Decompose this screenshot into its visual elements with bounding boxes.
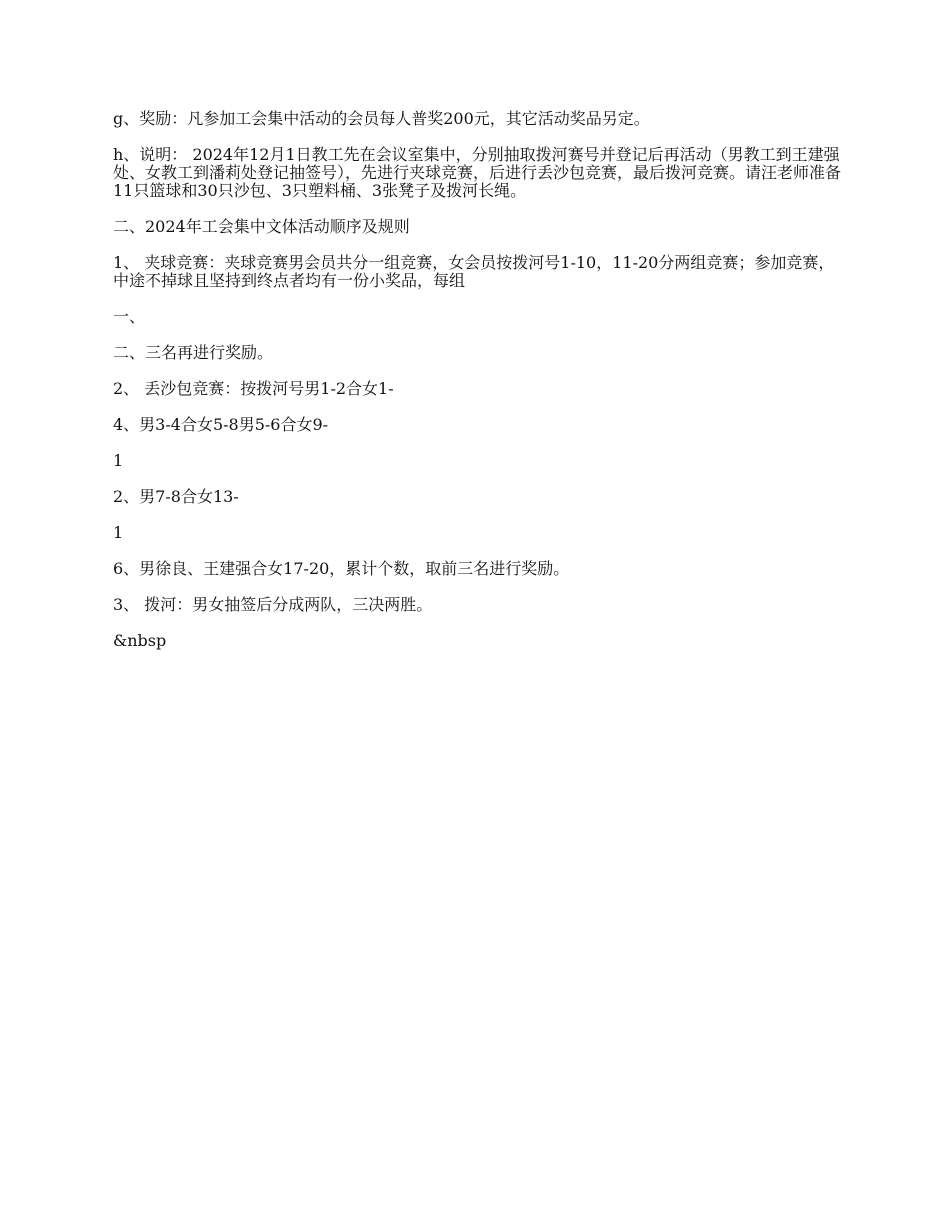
paragraph-group-4: 4、男3-4合女5-8男5-6合女9- [113,415,329,434]
paragraph-number-1b: 1 [113,523,124,542]
paragraph-group-2: 2、男7-8合女13- [113,487,239,506]
paragraph-ball-clamping: 1、 夹球竞赛：夹球竞赛男会员共分一组竞赛，女会员按拨河号1-10，11-20分两组竞赛；参加竞赛，中途不掉球且坚持到终点者均有一份小奖品，每组 [113,253,835,290]
paragraph-sandbag: 2、 丢沙包竞赛：按拨河号男1-2合女1- [113,379,394,398]
paragraph-group-6: 6、男徐良、王建强合女17-20，累计个数，取前三名进行奖励。 [113,559,570,578]
section-heading-order-rules: 二、2024年工会集中文体活动顺序及规则 [113,217,410,236]
paragraph-tug-of-war: 3、 拨河：男女抽签后分成两队，三决两胜。 [113,595,433,614]
document-body [113,110,848,668]
paragraph-number-1a: 1 [113,451,124,470]
paragraph-nbsp: &nbsp [113,631,167,650]
paragraph-fragment-one: 一、 [113,307,146,326]
paragraph-reward: g、奖励：凡参加工会集中活动的会员每人普奖200元，其它活动奖品另定。 [113,109,650,128]
paragraph-instructions: h、说明： 2024年12月1日教工先在会议室集中，分别抽取拨河赛号并登记后再活动（男教工到王建强处、女教工到潘莉处登记抽签号），先进行夹球竞赛，后进行丢沙包竞赛，最后拨河竞赛。请汪老师准备11只篮球和30只沙包、3只塑料桶、3张凳子及拨河长绳。 [113,145,842,200]
paragraph-fragment-two: 二、三名再进行奖励。 [113,343,274,362]
